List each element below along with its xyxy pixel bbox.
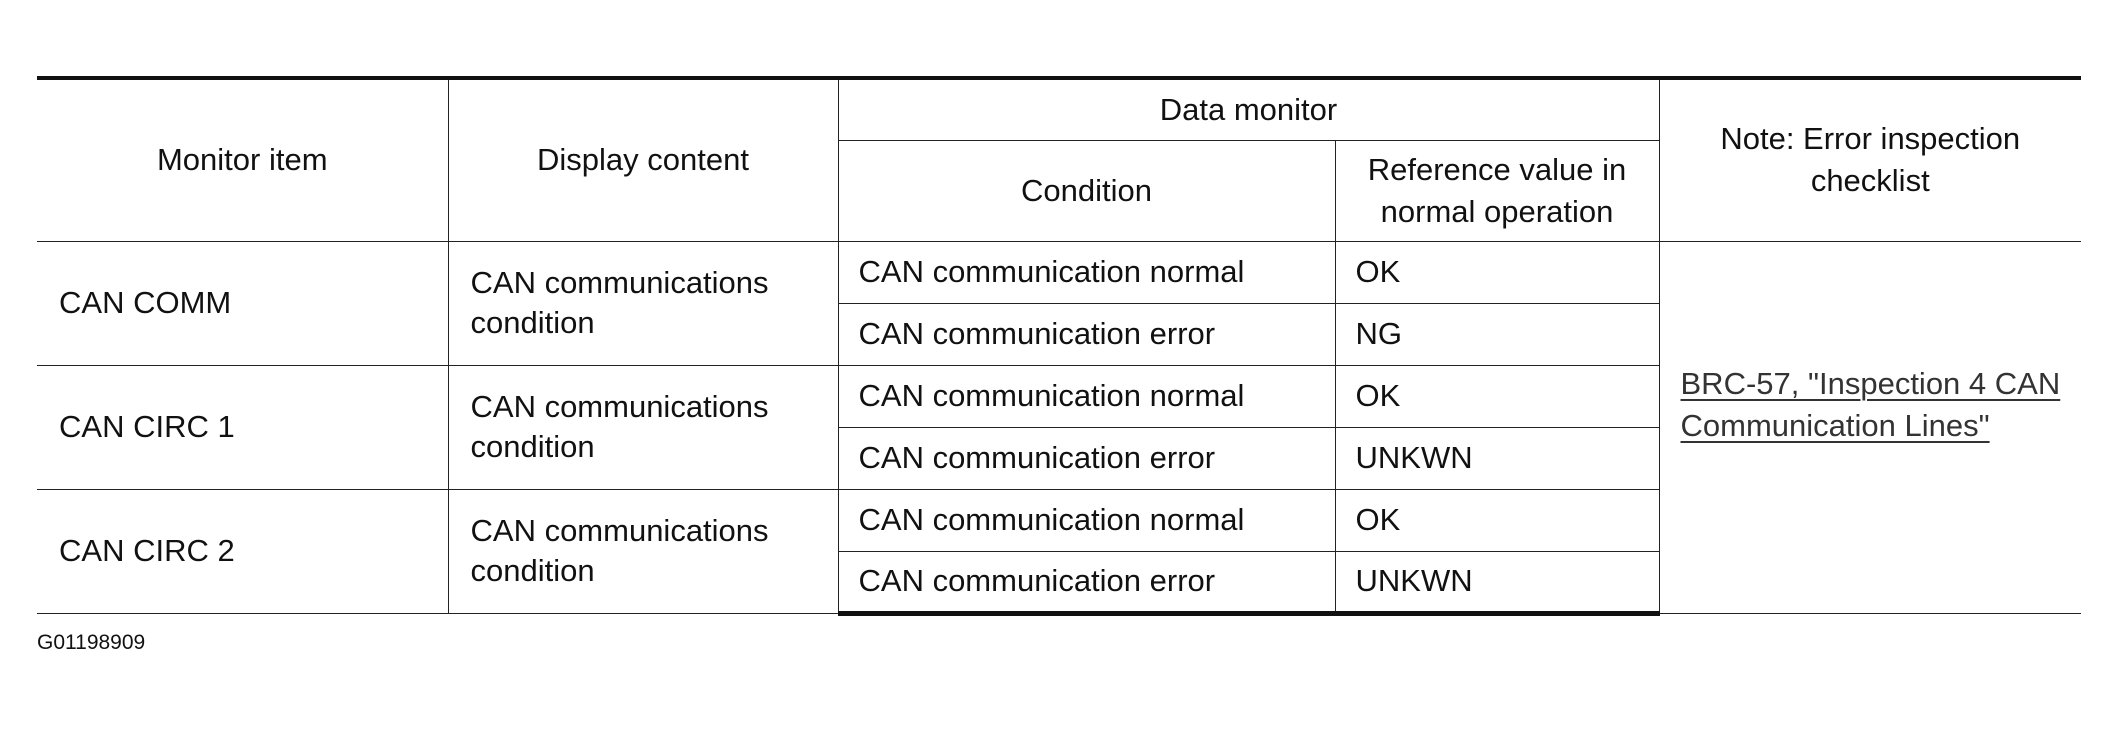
monitor-table-container <box>37 76 2081 616</box>
monitor-item-cell: CAN CIRC 1 <box>37 365 448 489</box>
header-note: Note: Error inspection checklist <box>1659 78 2081 241</box>
condition-cell: CAN communication error <box>838 427 1335 489</box>
inspection-link[interactable]: BRC-57, "Inspection 4 CAN Communication Lines" <box>1680 366 2061 443</box>
condition-cell: CAN communication normal <box>838 241 1335 303</box>
condition-cell: CAN communication error <box>838 551 1335 613</box>
condition-cell: CAN communication normal <box>838 489 1335 551</box>
header-display-content: Display content <box>448 78 838 241</box>
reference-value-cell: OK <box>1335 241 1659 303</box>
header-data-monitor: Data monitor <box>838 78 1659 140</box>
display-content-cell: CAN communications condition <box>448 489 838 613</box>
reference-value-cell: UNKWN <box>1335 551 1659 613</box>
header-monitor-item: Monitor item <box>37 78 448 241</box>
reference-value-cell: UNKWN <box>1335 427 1659 489</box>
monitor-item-cell: CAN COMM <box>37 241 448 365</box>
display-content-cell: CAN communications condition <box>448 365 838 489</box>
reference-value-cell: OK <box>1335 489 1659 551</box>
table-row <box>37 241 2081 303</box>
monitor-table <box>37 76 2081 616</box>
note-cell <box>1659 241 2081 613</box>
header-condition: Condition <box>838 140 1335 241</box>
reference-value-cell: OK <box>1335 365 1659 427</box>
header-reference-value: Reference value in normal operation <box>1335 140 1659 241</box>
monitor-item-cell: CAN CIRC 2 <box>37 489 448 613</box>
reference-value-cell: NG <box>1335 303 1659 365</box>
condition-cell: CAN communication error <box>838 303 1335 365</box>
display-content-cell: CAN communications condition <box>448 241 838 365</box>
condition-cell: CAN communication normal <box>838 365 1335 427</box>
figure-id: G01198909 <box>37 631 146 654</box>
